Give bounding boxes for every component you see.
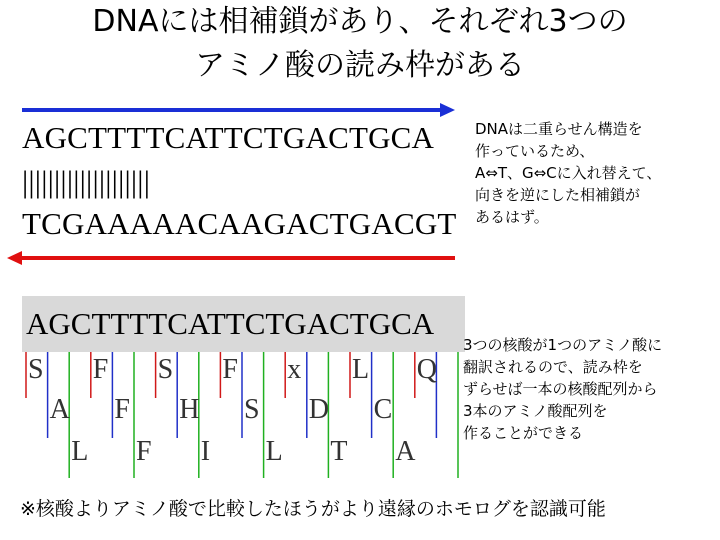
frame3-amino-acid: L bbox=[265, 436, 283, 467]
frame2-amino-acid: S bbox=[244, 394, 260, 425]
frame1-amino-acid: L bbox=[352, 354, 370, 385]
reading-frame-note: 3つの核酸が1つのアミノ酸に 翻訳されるので、読み枠を ずらせば一本の核酸配列から 3本のアミノ酸配列を 作ることができる bbox=[463, 336, 663, 442]
frame3-amino-acid: I bbox=[200, 436, 211, 467]
footer-note: ※核酸よりアミノ酸で比較したほうがより遠縁のホモログを認識可能 bbox=[20, 498, 606, 520]
top-strand-sequence: AGCTTTTCATTCTGACTGCA bbox=[22, 120, 435, 155]
frame1-amino-acid: Q bbox=[416, 354, 438, 385]
slide-title-line1: DNAには相補鎖があり、それぞれ3つの bbox=[92, 4, 628, 39]
complement-strand-note: DNAは二重らせん構造を 作っているため、 A⇔T、G⇔Cに入れ替えて、 向きを逆にした相補鎖が あるはず。 bbox=[475, 120, 662, 226]
frame2-amino-acid: H bbox=[179, 394, 200, 425]
reverse-strand-arrow bbox=[7, 251, 455, 265]
frame1-amino-acid: F bbox=[92, 354, 109, 385]
frame3-amino-acid: T bbox=[330, 436, 348, 467]
frame3-amino-acid: F bbox=[136, 436, 152, 467]
frame3-amino-acid: L bbox=[71, 436, 89, 467]
frame2-amino-acid: C bbox=[373, 394, 393, 425]
bottom-strand-sequence: TCGAAAAACAAGACTGACGT bbox=[22, 206, 457, 241]
frame1-amino-acid: S bbox=[157, 354, 174, 385]
frame1-amino-acid: F bbox=[222, 354, 238, 385]
base-pair-bonds: |||||||||||||||||||| bbox=[22, 164, 151, 199]
frame2-amino-acid: A bbox=[49, 394, 70, 425]
forward-strand-arrow bbox=[22, 103, 455, 117]
frame2-amino-acid: D bbox=[308, 394, 330, 425]
frame-sequence: AGCTTTTCATTCTGACTGCA bbox=[26, 306, 435, 341]
frame3-amino-acid: A bbox=[395, 436, 416, 467]
slide-title-line2: アミノ酸の読み枠がある bbox=[195, 48, 525, 83]
frame2-amino-acid: F bbox=[114, 394, 130, 425]
frame1-amino-acid: x bbox=[287, 354, 302, 385]
frame1-amino-acid: S bbox=[28, 354, 44, 385]
